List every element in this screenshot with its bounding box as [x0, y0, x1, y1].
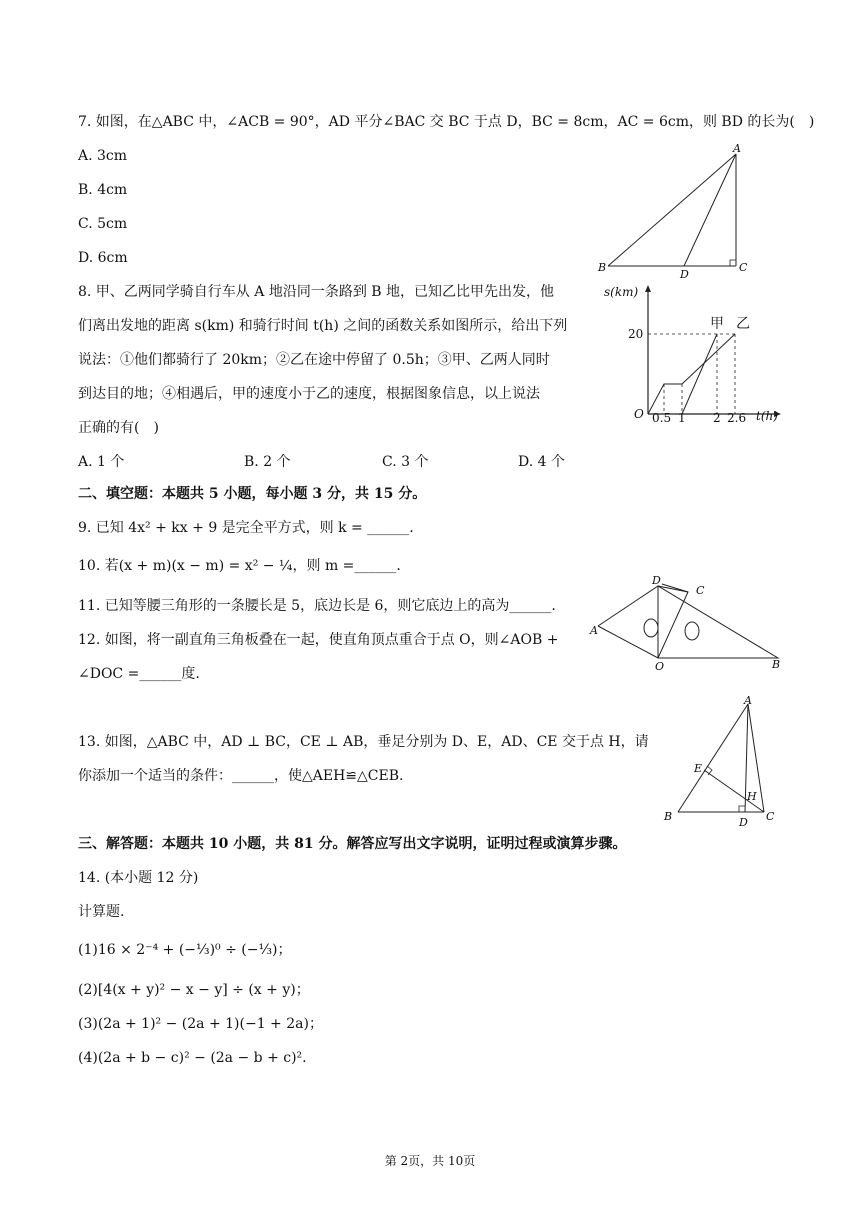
section-3-heading: 三、解答题：本题共 10 小题，共 81 分。解答应写出文字说明，证明过程或演算步骤。	[78, 836, 627, 852]
q13-label-h: H	[747, 790, 757, 803]
q12-label-a: A	[590, 624, 598, 637]
q13-line-2: 你添加一个适当的条件：______，使△AEH≌△CEB.	[78, 768, 404, 784]
q8-option-a: A. 1 个	[78, 454, 125, 470]
q12-label-o: O	[655, 660, 665, 673]
q14-item-1: (1)16 × 2⁻⁴ + (−⅓)⁰ ÷ (−⅓)；	[78, 942, 292, 958]
q13-triangle-figure	[660, 694, 780, 829]
q14-intro: 计算题.	[78, 904, 125, 920]
q8-line-label-jia: 甲	[710, 316, 724, 332]
q8-option-b: B. 2 个	[244, 454, 291, 470]
q12-label-b: B	[772, 658, 781, 671]
q8-line-4: 到达目的地；④相遇后，甲的速度小于乙的速度，根据图象信息，以上说法	[78, 386, 540, 402]
q7-option-b: B. 4cm	[78, 182, 128, 198]
q8-x-tick-1: 1	[678, 411, 686, 425]
q12-label-c: C	[696, 584, 705, 597]
q7-option-d: D. 6cm	[78, 250, 128, 266]
q8-line-5: 正确的有( )	[78, 420, 159, 436]
q14-item-3: (3)(2a + 1)² − (2a + 1)(−1 + 2a)；	[78, 1016, 323, 1032]
q13-label-e: E	[694, 762, 703, 775]
q7-label-c: C	[739, 261, 748, 274]
q9-text: 9. 已知 4x² + kx + 9 是完全平方式，则 k = ______.	[78, 520, 414, 536]
q12-line-1: 12. 如图，将一副直角三角板叠在一起，使直角顶点重合于点 O，则∠AOB +	[78, 632, 559, 648]
q11-text: 11. 已知等腰三角形的一条腰长是 5，底边长是 6，则它底边上的高为______.	[78, 598, 556, 614]
q12-line-2: ∠DOC =______度.	[78, 666, 200, 682]
q8-option-d: D. 4 个	[518, 454, 565, 470]
q7-option-a: A. 3cm	[78, 148, 128, 164]
q13-label-d: D	[739, 816, 748, 829]
q8-distance-time-graph	[596, 282, 786, 425]
q8-option-c: C. 3 个	[382, 454, 429, 470]
q7-option-c: C. 5cm	[78, 216, 128, 232]
q14-item-2: (2)[4(x + y)² − x − y] ÷ (x + y)；	[78, 982, 310, 998]
q13-label-a: A	[744, 694, 752, 707]
q8-y-axis-label: s(km)	[604, 285, 639, 299]
q7-label-b: B	[598, 261, 607, 274]
q8-x-tick-2-6: 2.6	[727, 411, 747, 425]
q13-label-b: B	[664, 810, 673, 823]
q8-x-axis-label: t(h)	[756, 409, 778, 423]
q12-label-d: D	[652, 574, 661, 587]
q12-set-squares-figure	[588, 574, 788, 674]
q10-text: 10. 若(x + m)(x − m) = x² − ¼，则 m =______.	[78, 558, 401, 574]
q8-x-tick-2: 2	[713, 411, 721, 425]
q7-label-a: A	[733, 142, 741, 155]
q8-y-tick-20: 20	[628, 327, 644, 341]
q14-item-4: (4)(2a + b − c)² − (2a − b + c)².	[78, 1050, 307, 1066]
q7-triangle-figure	[596, 142, 766, 281]
section-2-heading: 二、填空题：本题共 5 小题，每小题 3 分，共 15 分。	[78, 486, 427, 502]
page-footer: 第 2页，共 10页	[384, 1154, 476, 1168]
q8-line-3: 说法：①他们都骑行了 20km；②乙在途中停留了 0.5h；③甲、乙两人同时	[78, 352, 550, 368]
q8-origin-label: O	[634, 407, 644, 421]
q8-line-1: 8. 甲、乙两同学骑自行车从 A 地沿同一条路到 B 地，已知乙比甲先出发，他	[78, 284, 555, 300]
q13-line-1: 13. 如图，△ABC 中，AD ⊥ BC，CE ⊥ AB，垂足分别为 D、E，AD、CE 交于点 H，请	[78, 734, 649, 750]
q8-x-tick-0-5: 0.5	[652, 411, 672, 425]
q7-label-d: D	[680, 268, 689, 281]
q13-label-c: C	[766, 810, 775, 823]
q8-line-label-yi: 乙	[736, 316, 750, 332]
q7-stem: 7. 如图，在△ABC 中，∠ACB = 90°，AD 平分∠BAC 交 BC 于点 D，BC = 8cm，AC = 6cm，则 BD 的长为( )	[78, 114, 815, 130]
q14-header: 14. (本小题 12 分)	[78, 870, 199, 886]
q8-line-2: 们离出发地的距离 s(km) 和骑行时间 t(h) 之间的函数关系如图所示，给出下列	[78, 318, 568, 334]
